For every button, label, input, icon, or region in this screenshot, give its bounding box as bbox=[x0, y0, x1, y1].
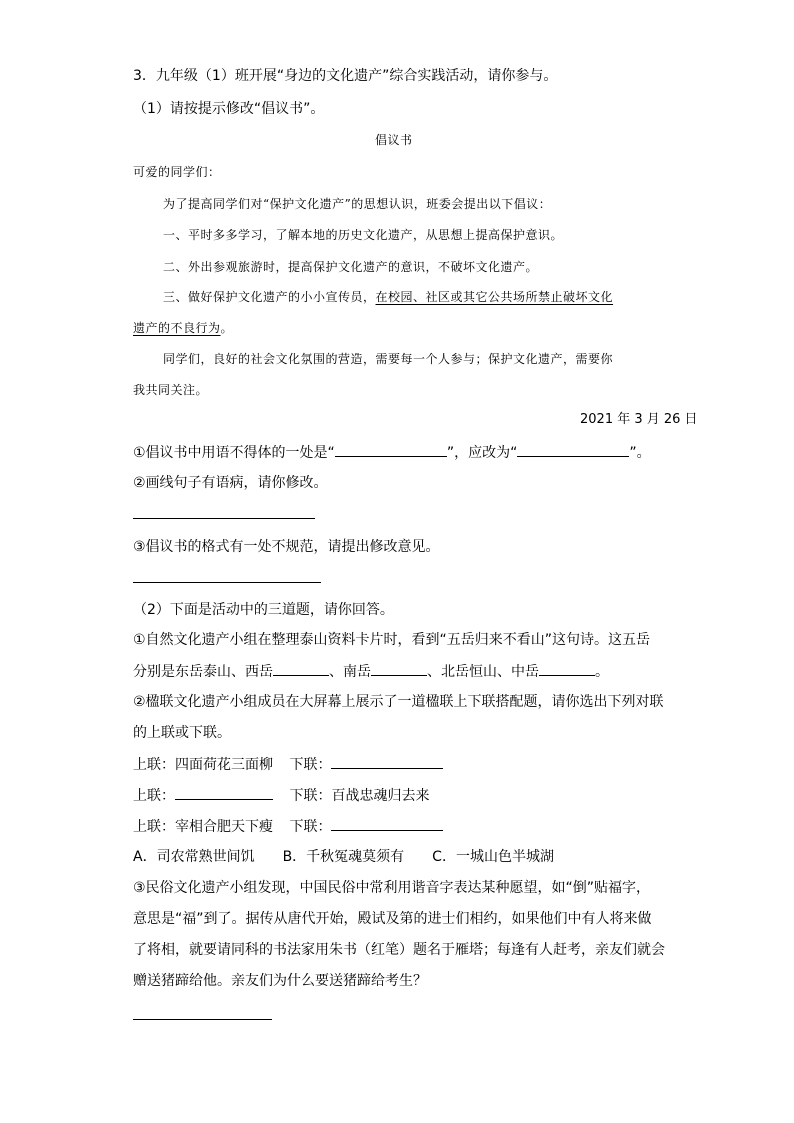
proposal-paragraph: 同学们，良好的社会文化氛围的营造，需要每一个人参与；保护文化遗产，需要你 bbox=[163, 352, 614, 366]
question-text: 、北岳恒山、中岳 bbox=[427, 664, 539, 680]
proposal-paragraph: 一、平时多多学习，了解本地的历史文化遗产，从思想上提高保护意识。 bbox=[163, 228, 564, 242]
sub-question-2: ②画线句子有语病，请你修改。 bbox=[133, 475, 328, 491]
sub-question-1 bbox=[133, 442, 651, 463]
proposal-salutation: 可爱的同学们： bbox=[133, 165, 221, 179]
couplet-row-2 bbox=[133, 785, 429, 806]
couplet-upper: 上联：宰相合肥天下瘦 bbox=[133, 819, 273, 835]
couplet-lower-label: 下联： bbox=[289, 757, 332, 773]
question-text: 。 bbox=[595, 664, 609, 680]
underlined-sentence: 遗产的不良行为 bbox=[133, 321, 221, 335]
proposal-text: 。 bbox=[220, 321, 234, 335]
couplet-options: A．司农常熟世间饥 B．千秋冤魂莫须有 C．一城山色半城湖 bbox=[133, 849, 554, 865]
question-title: 3．九年级（1）班开展“身边的文化遗产”综合实践活动，请你参与。 bbox=[133, 68, 558, 84]
proposal-paragraph: 我共同关注。 bbox=[133, 383, 209, 397]
underlined-sentence: 在校园、社区或其它公共场所禁止破坏文化 bbox=[375, 290, 614, 304]
proposal-paragraph bbox=[133, 318, 233, 338]
part2-intro: （2）下面是活动中的三道题，请你回答。 bbox=[133, 602, 394, 618]
part1-intro: （1）请按提示修改“倡议书”。 bbox=[133, 101, 325, 117]
proposal-text: 三、做好保护文化遗产的小小宣传员， bbox=[163, 290, 376, 304]
answer-blank[interactable] bbox=[331, 754, 443, 769]
answer-blank[interactable] bbox=[273, 661, 329, 676]
couplet-question: 的上联或下联。 bbox=[133, 725, 231, 741]
sub-question-text: ①倡议书中用语不得体的一处是“ bbox=[133, 445, 335, 461]
question-text: 分别是东岳泰山、西岳 bbox=[133, 664, 273, 680]
answer-line[interactable] bbox=[133, 582, 321, 583]
proposal-heading: 倡议书 bbox=[375, 133, 413, 147]
mountains-question: ①自然文化遗产小组在整理泰山资料卡片时，看到“五岳归来不看山”这句诗。这五岳 bbox=[133, 632, 651, 648]
sub-question-3: ③倡议书的格式有一处不规范，请提出修改意见。 bbox=[133, 539, 440, 555]
folk-question: 意思是“福”到了。据传从唐代开始，殿试及第的进士们相约，如果他们中有人将来做 bbox=[133, 911, 652, 927]
answer-blank[interactable] bbox=[175, 785, 273, 800]
answer-blank[interactable] bbox=[539, 661, 595, 676]
proposal-paragraph: 为了提高同学们对“保护文化遗产”的思想认识，班委会提出以下倡议： bbox=[163, 197, 552, 211]
sub-question-text: ”。 bbox=[629, 445, 651, 461]
sub-question-text: ”，应改为“ bbox=[446, 445, 518, 461]
folk-question: 赠送猪蹄给他。亲友们为什么要送猪蹄给考生？ bbox=[133, 973, 427, 989]
couplet-row-1 bbox=[133, 754, 443, 775]
couplet-row-3 bbox=[133, 816, 443, 837]
couplet-lower: 下联：百战忠魂归去来 bbox=[289, 788, 430, 804]
mountains-blanks-line bbox=[133, 661, 609, 682]
question-text: 、南岳 bbox=[329, 664, 371, 680]
couplet-upper-label: 上联： bbox=[133, 788, 175, 804]
folk-question: ③民俗文化遗产小组发现，中国民俗中常利用谐音字表达某种愿望，如“倒”贴福字， bbox=[133, 880, 651, 896]
answer-blank[interactable] bbox=[331, 816, 443, 831]
answer-line[interactable] bbox=[133, 518, 315, 519]
answer-line[interactable] bbox=[133, 1019, 272, 1020]
proposal-date: 2021 年 3 月 26 日 bbox=[580, 412, 698, 427]
answer-blank[interactable] bbox=[517, 442, 629, 457]
folk-question: 了将相，就要请同科的书法家用朱书（红笔）题名于雁塔；每逢有人赶考，亲友们就会 bbox=[133, 942, 665, 958]
proposal-paragraph: 二、外出参观旅游时，提高保护文化遗产的意识，不破坏文化遗产。 bbox=[163, 260, 539, 274]
couplet-question: ②楹联文化遗产小组成员在大屏幕上展示了一道楹联上下联搭配题，请你选出下列对联 bbox=[133, 694, 664, 710]
answer-blank[interactable] bbox=[335, 442, 447, 457]
proposal-paragraph bbox=[163, 287, 613, 307]
couplet-lower-label: 下联： bbox=[289, 819, 332, 835]
couplet-upper: 上联：四面荷花三面柳 bbox=[133, 757, 273, 773]
answer-blank[interactable] bbox=[371, 661, 427, 676]
